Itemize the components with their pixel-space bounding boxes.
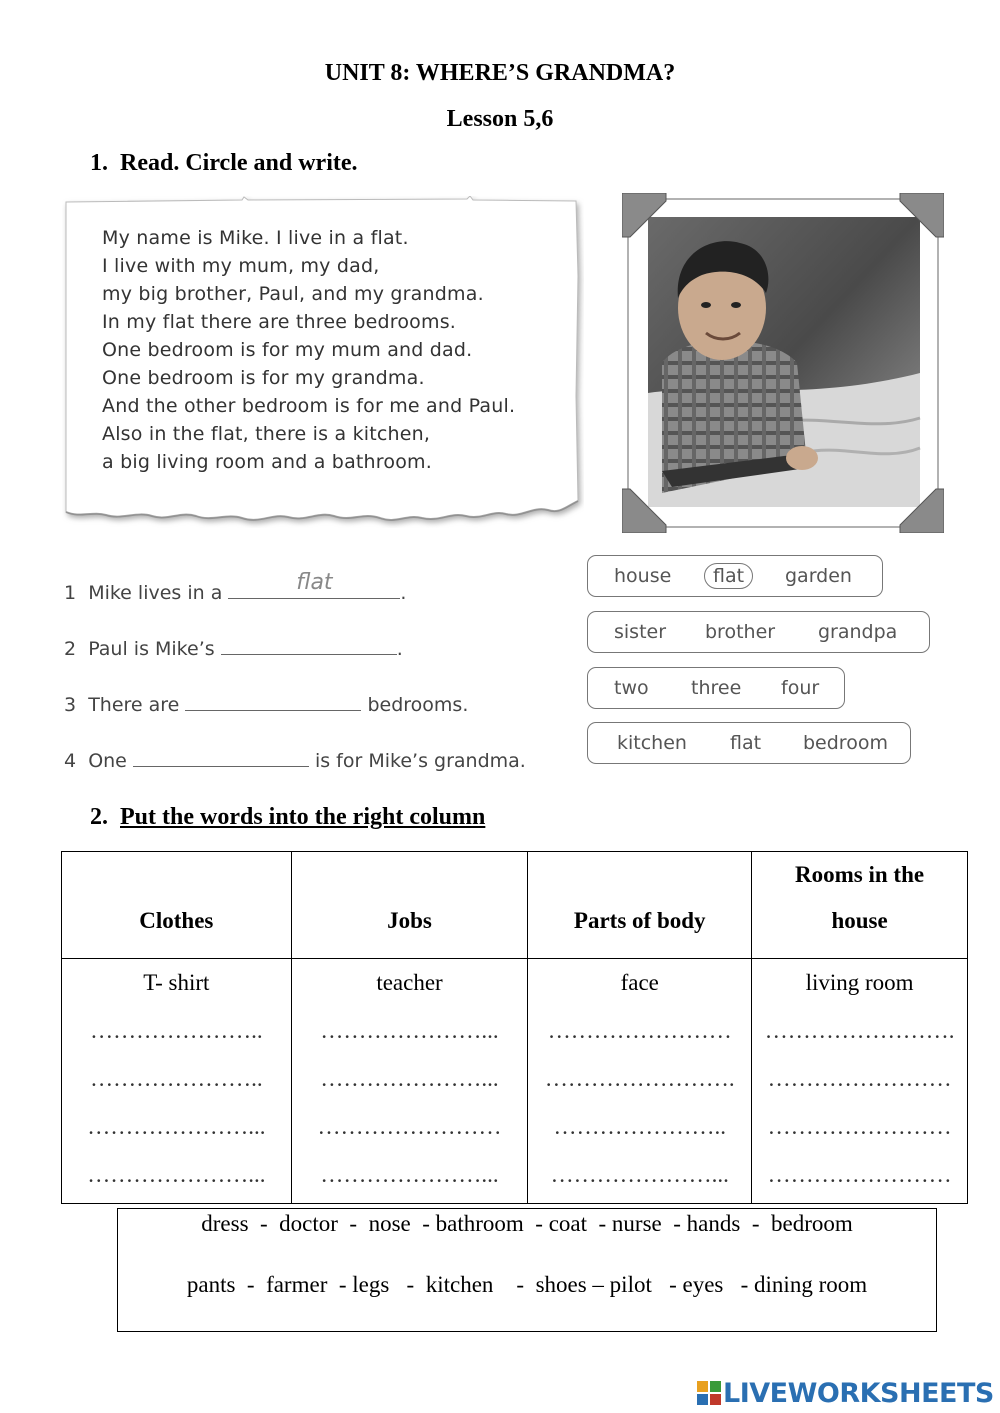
dotted-blank[interactable]: …………………... <box>320 1162 499 1187</box>
question-text: Mike lives in a <box>88 582 223 604</box>
option-word[interactable]: sister <box>614 621 667 643</box>
exercise2-number: 2. <box>90 804 108 830</box>
options-box-1 <box>587 555 883 597</box>
circled-option-word[interactable]: flat <box>704 563 753 589</box>
dotted-blank[interactable]: …………………... <box>87 1114 266 1139</box>
lesson-label: Lesson 5,6 <box>446 106 554 132</box>
passage-line: My name is Mike. I live in a flat. <box>102 227 409 249</box>
option-word[interactable]: three <box>691 677 742 699</box>
answer-blank[interactable] <box>221 634 397 655</box>
passage-line: In my flat there are three bedrooms. <box>102 311 457 333</box>
header-line: Rooms in the <box>795 862 925 887</box>
word-bank-line: dress - doctor - nose - bathroom - coat - nurse - hands - bedroom <box>201 1211 853 1236</box>
sorting-table <box>61 851 968 1204</box>
question-4 <box>64 746 526 772</box>
dotted-blank[interactable]: …………………... <box>320 1066 499 1091</box>
dotted-blank[interactable]: ………………….. <box>90 1066 263 1091</box>
option-word[interactable]: two <box>614 677 649 699</box>
answer-blank[interactable] <box>228 570 400 599</box>
options-box-2 <box>587 611 930 653</box>
answer-blank[interactable] <box>133 746 309 767</box>
option-word[interactable]: flat <box>730 732 762 754</box>
passage-line: a big living room and a bathroom. <box>102 451 432 473</box>
word-bank-line: pants - farmer - legs - kitchen - shoes – pilot - eyes - dining room <box>186 1272 868 1297</box>
example-word: T- shirt <box>143 970 210 995</box>
dotted-blank[interactable]: …………………... <box>550 1162 729 1187</box>
table-cell[interactable] <box>528 959 752 1204</box>
option-word[interactable]: grandpa <box>818 621 898 643</box>
exercise1-instruction: Read. Circle and write. <box>120 150 358 176</box>
option-word[interactable]: garden <box>785 565 852 587</box>
question-number: 3 <box>64 694 77 716</box>
column-header: Jobs <box>291 852 528 959</box>
option-word[interactable]: kitchen <box>617 732 687 754</box>
option-word[interactable]: bedroom <box>803 732 888 754</box>
dotted-blank[interactable]: ……………………. <box>544 1066 735 1091</box>
options-box-3 <box>587 667 845 709</box>
passage-line: And the other bedroom is for me and Paul. <box>102 395 516 417</box>
logo-text: LIVEWORKSHEETS <box>723 1378 994 1409</box>
example-word: face <box>620 970 659 995</box>
table-cell[interactable] <box>752 959 968 1204</box>
question-number: 4 <box>64 750 77 772</box>
boy-photo <box>622 193 944 533</box>
answer-blank[interactable] <box>185 690 361 711</box>
dotted-blank[interactable]: ……………………. <box>764 1018 955 1043</box>
reading-passage <box>102 224 515 476</box>
word-bank <box>117 1208 937 1332</box>
question-end: . <box>396 638 403 660</box>
column-header: Clothes <box>62 852 292 959</box>
dotted-blank[interactable]: …………………… <box>317 1114 502 1139</box>
question-number: 1 <box>64 582 77 604</box>
page-title: UNIT 8: WHERE’S GRANDMA? <box>324 60 676 86</box>
question-number: 2 <box>64 638 77 660</box>
dotted-blank[interactable]: …………………… <box>767 1114 952 1139</box>
option-word[interactable]: four <box>781 677 820 699</box>
dotted-blank[interactable]: …………………... <box>87 1162 266 1187</box>
example-word: teacher <box>376 970 443 995</box>
dotted-blank[interactable]: …………………… <box>547 1018 732 1043</box>
question-text: There are <box>88 694 180 716</box>
table-row <box>62 959 968 1204</box>
dotted-blank[interactable]: …………………... <box>320 1018 499 1043</box>
question-end: is for Mike’s grandma. <box>314 750 526 772</box>
dotted-blank[interactable]: …………………… <box>767 1066 952 1091</box>
dotted-blank[interactable]: ………………….. <box>90 1018 263 1043</box>
passage-line: Also in the flat, there is a kitchen, <box>102 423 431 445</box>
question-text: One <box>88 750 127 772</box>
question-end: . <box>400 582 407 604</box>
question-2 <box>64 634 403 660</box>
question-text: Paul is Mike’s <box>88 638 215 660</box>
option-word[interactable]: brother <box>705 621 776 643</box>
liveworksheets-icon <box>697 1381 721 1405</box>
table-cell[interactable] <box>291 959 528 1204</box>
example-word: living room <box>805 970 914 995</box>
answer-text: flat <box>296 570 333 595</box>
liveworksheets-logo <box>697 1378 994 1409</box>
question-3 <box>64 690 468 716</box>
column-header <box>752 852 968 959</box>
passage-line: my big brother, Paul, and my grandma. <box>102 283 484 305</box>
column-header: Parts of body <box>528 852 752 959</box>
exercise1-number: 1. <box>90 150 108 176</box>
option-word[interactable]: house <box>614 565 672 587</box>
exercise2-heading <box>90 804 485 831</box>
exercise2-instruction: Put the words into the right column <box>120 804 486 830</box>
table-cell[interactable] <box>62 959 292 1204</box>
options-box-4 <box>587 722 911 764</box>
table-header-row <box>62 852 968 959</box>
passage-line: One bedroom is for my grandma. <box>102 367 425 389</box>
exercise1-heading <box>90 150 358 177</box>
header-line: house <box>831 908 888 933</box>
question-1 <box>64 570 407 604</box>
question-end: bedrooms. <box>367 694 469 716</box>
dotted-blank[interactable]: …………………… <box>767 1162 952 1187</box>
dotted-blank[interactable]: ………………….. <box>553 1114 726 1139</box>
passage-line: I live with my mum, my dad, <box>102 255 380 277</box>
passage-line: One bedroom is for my mum and dad. <box>102 339 473 361</box>
